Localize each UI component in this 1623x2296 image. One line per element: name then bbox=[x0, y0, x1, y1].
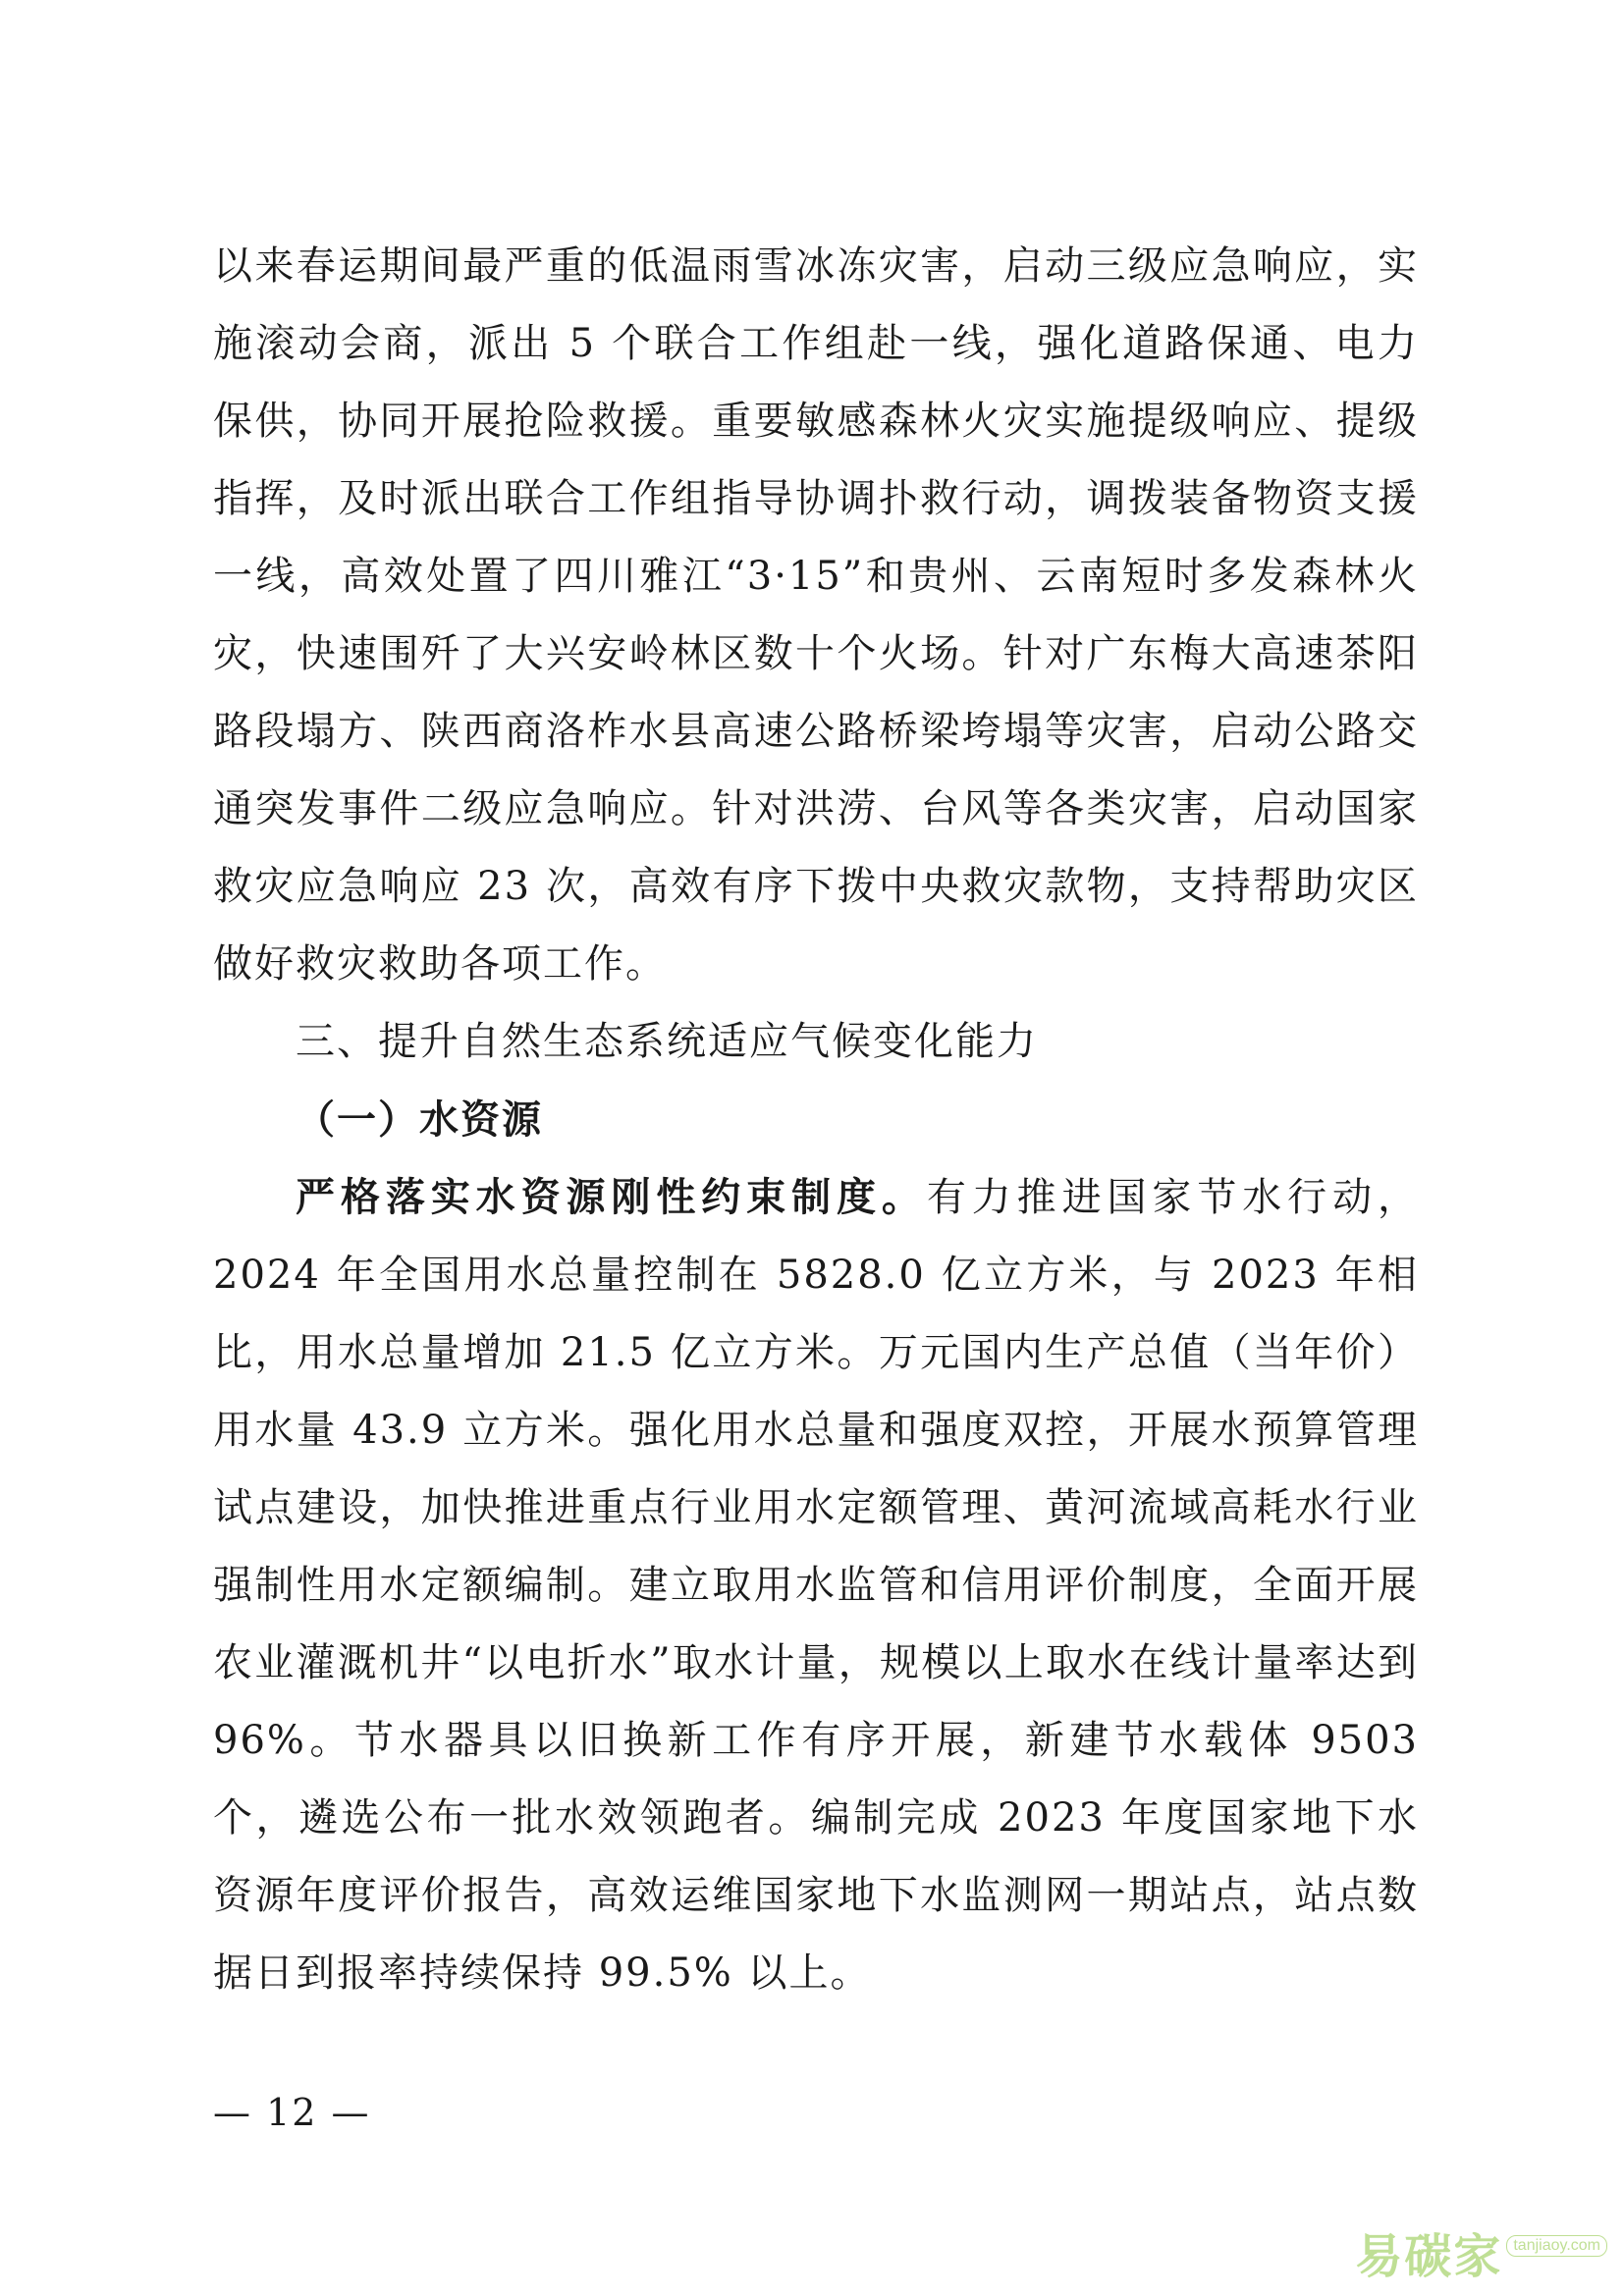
paragraph-disaster-response: 以来春运期间最严重的低温雨雪冰冻灾害，启动三级应急响应，实施滚动会商，派出 5 个联合工作组赴一线，强化道路保通、电力保供，协同开展抢险救援。重要敏感森林火灾实施提级响应、提级指挥，及时派出联合工作组指导协调扑救行动，调拨装备物资支援一线，高效处置了四川雅江“3·15”和贵州、云南短时多发森林火灾，快速围歼了大兴安岭林区数十个火场。针对广东梅大高速茶阳路段塌方、陕西商洛柞水县高速公路桥梁垮塌等灾害，启动公路交通突发事件二级应急响应。针对洪涝、台风等各类灾害，启动国家救灾应急响应 23 次，高效有序下拨中央救灾款物，支持帮助灾区做好救灾救助各项工作。 bbox=[213, 243, 1419, 987]
page-number: — 12 — bbox=[213, 2091, 371, 2134]
watermark-logo bbox=[1355, 2218, 1607, 2286]
watermark-en: tanjiaoy.com bbox=[1506, 2235, 1607, 2257]
section-heading: 三、提升自然生态系统适应气候变化能力 bbox=[296, 1019, 1038, 1064]
paragraph-lead: 严格落实水资源刚性约束制度。 bbox=[296, 1174, 927, 1220]
document-body bbox=[213, 228, 1419, 2012]
subsection-heading: （一）水资源 bbox=[296, 1096, 543, 1143]
watermark-cn: 易碳家 bbox=[1355, 2229, 1503, 2284]
paragraph-water-resources bbox=[213, 1158, 1419, 2012]
paragraph-text: 有力推进国家节水行动，2024 年全国用水总量控制在 5828.0 亿立方米，与 2023 年相比，用水总量增加 21.5 亿立方米。万元国内生产总值（当年价）用水量 43.9 立方米。强化用水总量和强度双控，开展水预算管理试点建设，加快推进重点行业用水定额管理、黄河流域高耗水行业强制性用水定额编制。建立取用水监管和信用评价制度，全面开展农业灌溉机井“以电折水”取水计量，规模以上取水在线计量率达到 96%。节水器具以旧换新工作有序开展，新建节水载体 9503 个，遴选公布一批水效领跑者。编制完成 2023 年度国家地下水资源年度评价报告，高效运维国家地下水监测网一期站点，站点数据日到报率持续保持 99.5% 以上。 bbox=[213, 1175, 1420, 1996]
